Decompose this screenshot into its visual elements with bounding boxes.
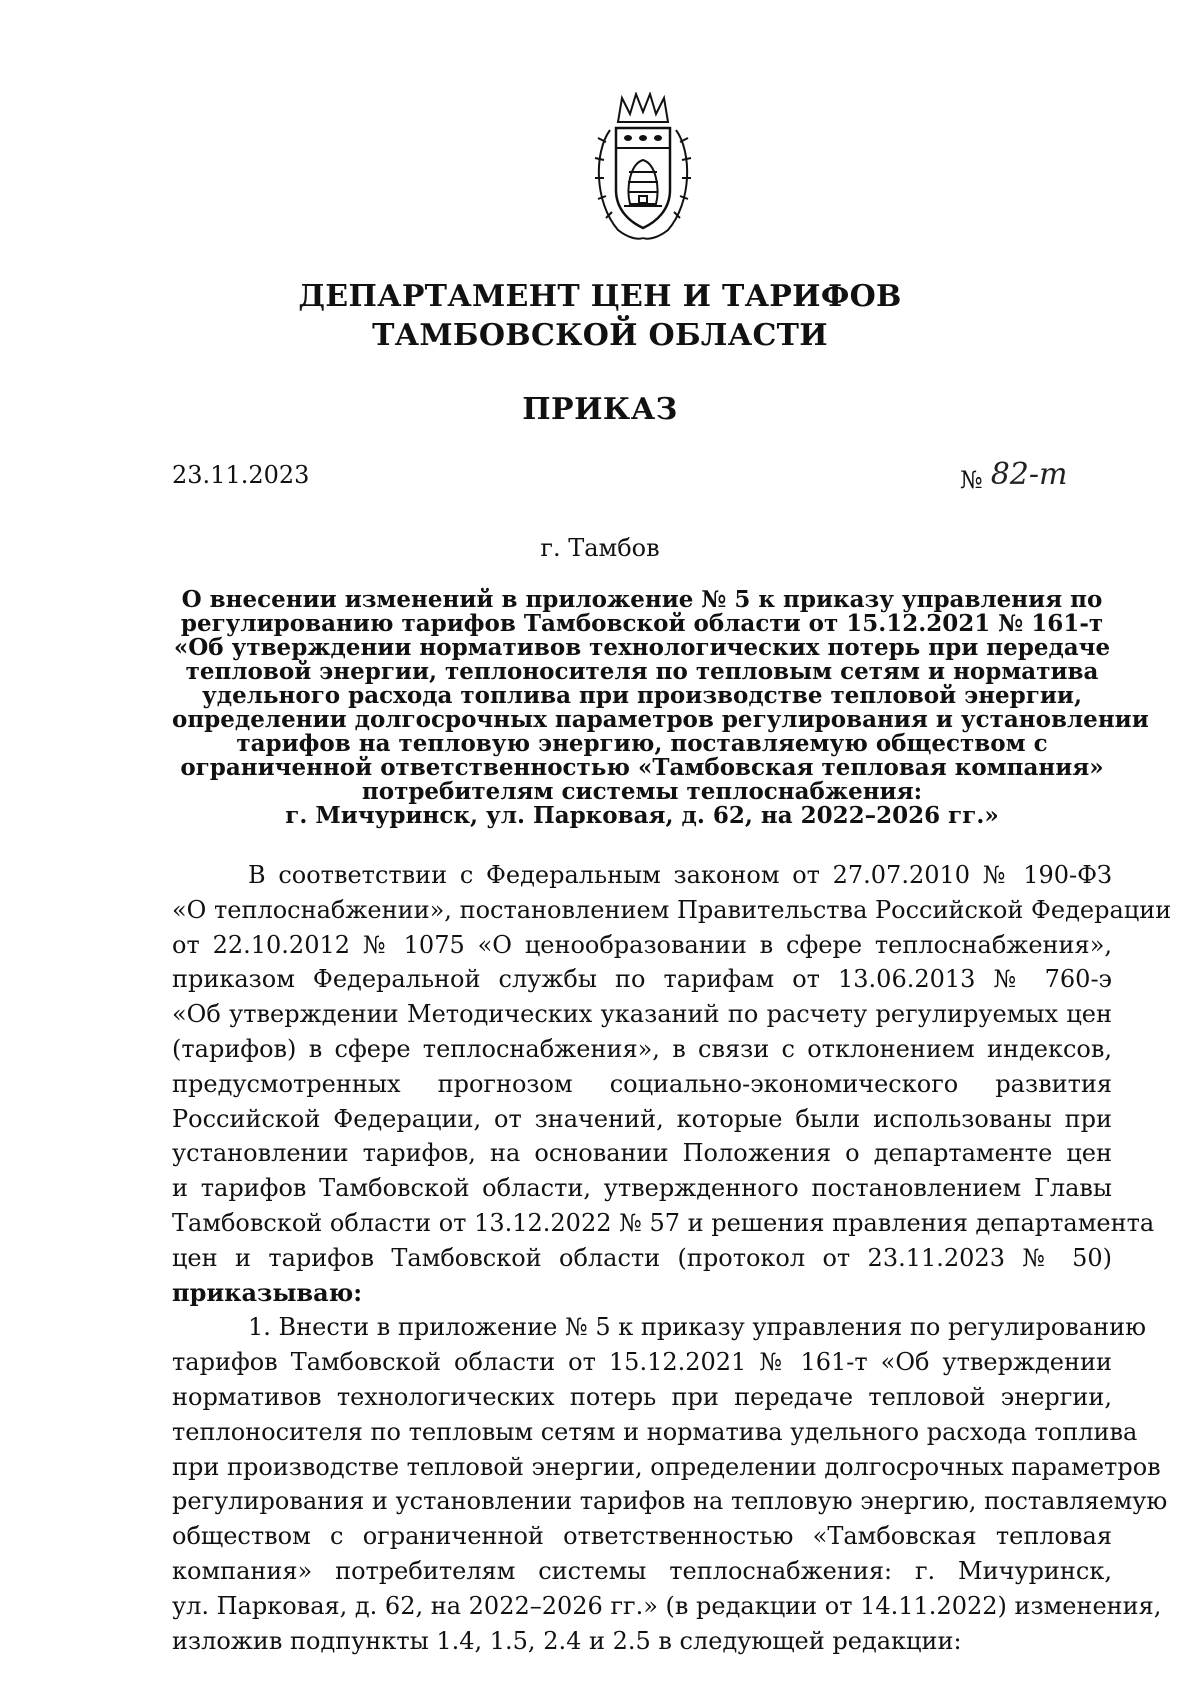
order-date: 23.11.2023: [172, 461, 310, 489]
item-1-line: тарифов Тамбовской области от 15.12.2021 № 161-т «Об утверждении: [172, 1348, 1112, 1377]
order-title: [172, 586, 1149, 829]
preamble-line: от 22.10.2012 № 1075 «О ценообразовании в сфере теплоснабжения»,: [172, 930, 1112, 959]
order-city: г. Тамбов: [540, 534, 660, 562]
title-line: ограниченной ответственностью «Тамбовская тепловая компания»: [180, 754, 1104, 781]
preamble-line: цен и тарифов Тамбовской области (протокол от 23.11.2023 № 50): [172, 1243, 1112, 1272]
order-word-colon: :: [353, 1277, 363, 1307]
preamble-line: установлении тарифов, на основании Положения о департаменте цен: [172, 1139, 1112, 1168]
number-label: №: [960, 466, 983, 494]
preamble-line: В соответствии с Федеральным законом от 27.07.2010 № 190-ФЗ: [248, 861, 1112, 889]
title-line: тарифов на тепловую энергию, поставляемую обществом с: [236, 730, 1048, 757]
item-1-line: обществом с ограниченной ответственностью «Тамбовская тепловая: [172, 1522, 1112, 1551]
order-body: [172, 858, 1172, 1658]
preamble-line: «Об утверждении Методических указаний по расчету регулируемых цен: [172, 1000, 1112, 1029]
title-line: потребителям системы теплоснабжения:: [361, 778, 923, 805]
item-1-line: регулирования и установлении тарифов на тепловую энергию, поставляемую: [172, 1487, 1168, 1516]
preamble-line: (тарифов) в сфере теплоснабжения», в связи с отклонением индексов,: [172, 1034, 1112, 1063]
title-line: тепловой энергии, теплоносителя по тепловым сетям и норматива: [185, 658, 1099, 685]
title-line: удельного расхода топлива при производстве тепловой энергии,: [202, 682, 1082, 709]
preamble-line: и тарифов Тамбовской области, утвержденного постановлением Главы: [172, 1174, 1112, 1203]
item-1-line: нормативов технологических потерь при передаче тепловой энергии,: [172, 1382, 1112, 1411]
department-name-line-2: ТАМБОВСКОЙ ОБЛАСТИ: [372, 318, 828, 353]
order-number: [960, 457, 1068, 496]
order-word: приказываю: [172, 1277, 354, 1307]
item-1-line: при производстве тепловой энергии, определении долгосрочных параметров: [172, 1452, 1161, 1481]
preamble-line: «О теплоснабжении», постановлением Правительства Российской Федерации: [172, 895, 1172, 924]
item-1-line: ул. Парковая, д. 62, на 2022–2026 гг.» (в редакции от 14.11.2022) изменения,: [172, 1591, 1162, 1620]
tambov-coat-of-arms-icon: [588, 92, 698, 242]
preamble-line: Тамбовской области от 13.12.2022 № 57 и решения правления департамента: [172, 1208, 1155, 1237]
order-word-line: [172, 1276, 1112, 1311]
preamble-line: Российской Федерации, от значений, которые были использованы при: [172, 1104, 1112, 1133]
department-name-line-1: ДЕПАРТАМЕНТ ЦЕН И ТАРИФОВ: [298, 279, 902, 314]
title-line: г. Мичуринск, ул. Парковая, д. 62, на 2022–2026 гг.»: [285, 802, 999, 829]
title-line: регулированию тарифов Тамбовской области от 15.12.2021 № 161-т: [180, 610, 1104, 637]
preamble-line: предусмотренных прогнозом социально-экономического развития: [172, 1069, 1112, 1098]
item-1-line: 1. Внести в приложение № 5 к приказу управления по регулированию: [248, 1313, 1146, 1342]
item-1-line: теплоносителя по тепловым сетям и норматива удельного расхода топлива: [172, 1417, 1138, 1446]
handwritten-number: 82-т: [990, 457, 1068, 492]
title-line: О внесении изменений в приложение № 5 к приказу управления по: [181, 586, 1103, 613]
title-line: определении долгосрочных параметров регулирования и установлении: [172, 706, 1149, 733]
item-1-line: изложив подпункты 1.4, 1.5, 2.4 и 2.5 в следующей редакции:: [172, 1626, 962, 1655]
preamble-line: приказом Федеральной службы по тарифам от 13.06.2013 № 760-э: [172, 965, 1112, 994]
document-type: ПРИКАЗ: [522, 392, 678, 427]
item-1-line: компания» потребителям системы теплоснабжения: г. Мичуринск,: [172, 1556, 1112, 1585]
title-line: «Об утверждении нормативов технологических потерь при передаче: [173, 634, 1111, 661]
